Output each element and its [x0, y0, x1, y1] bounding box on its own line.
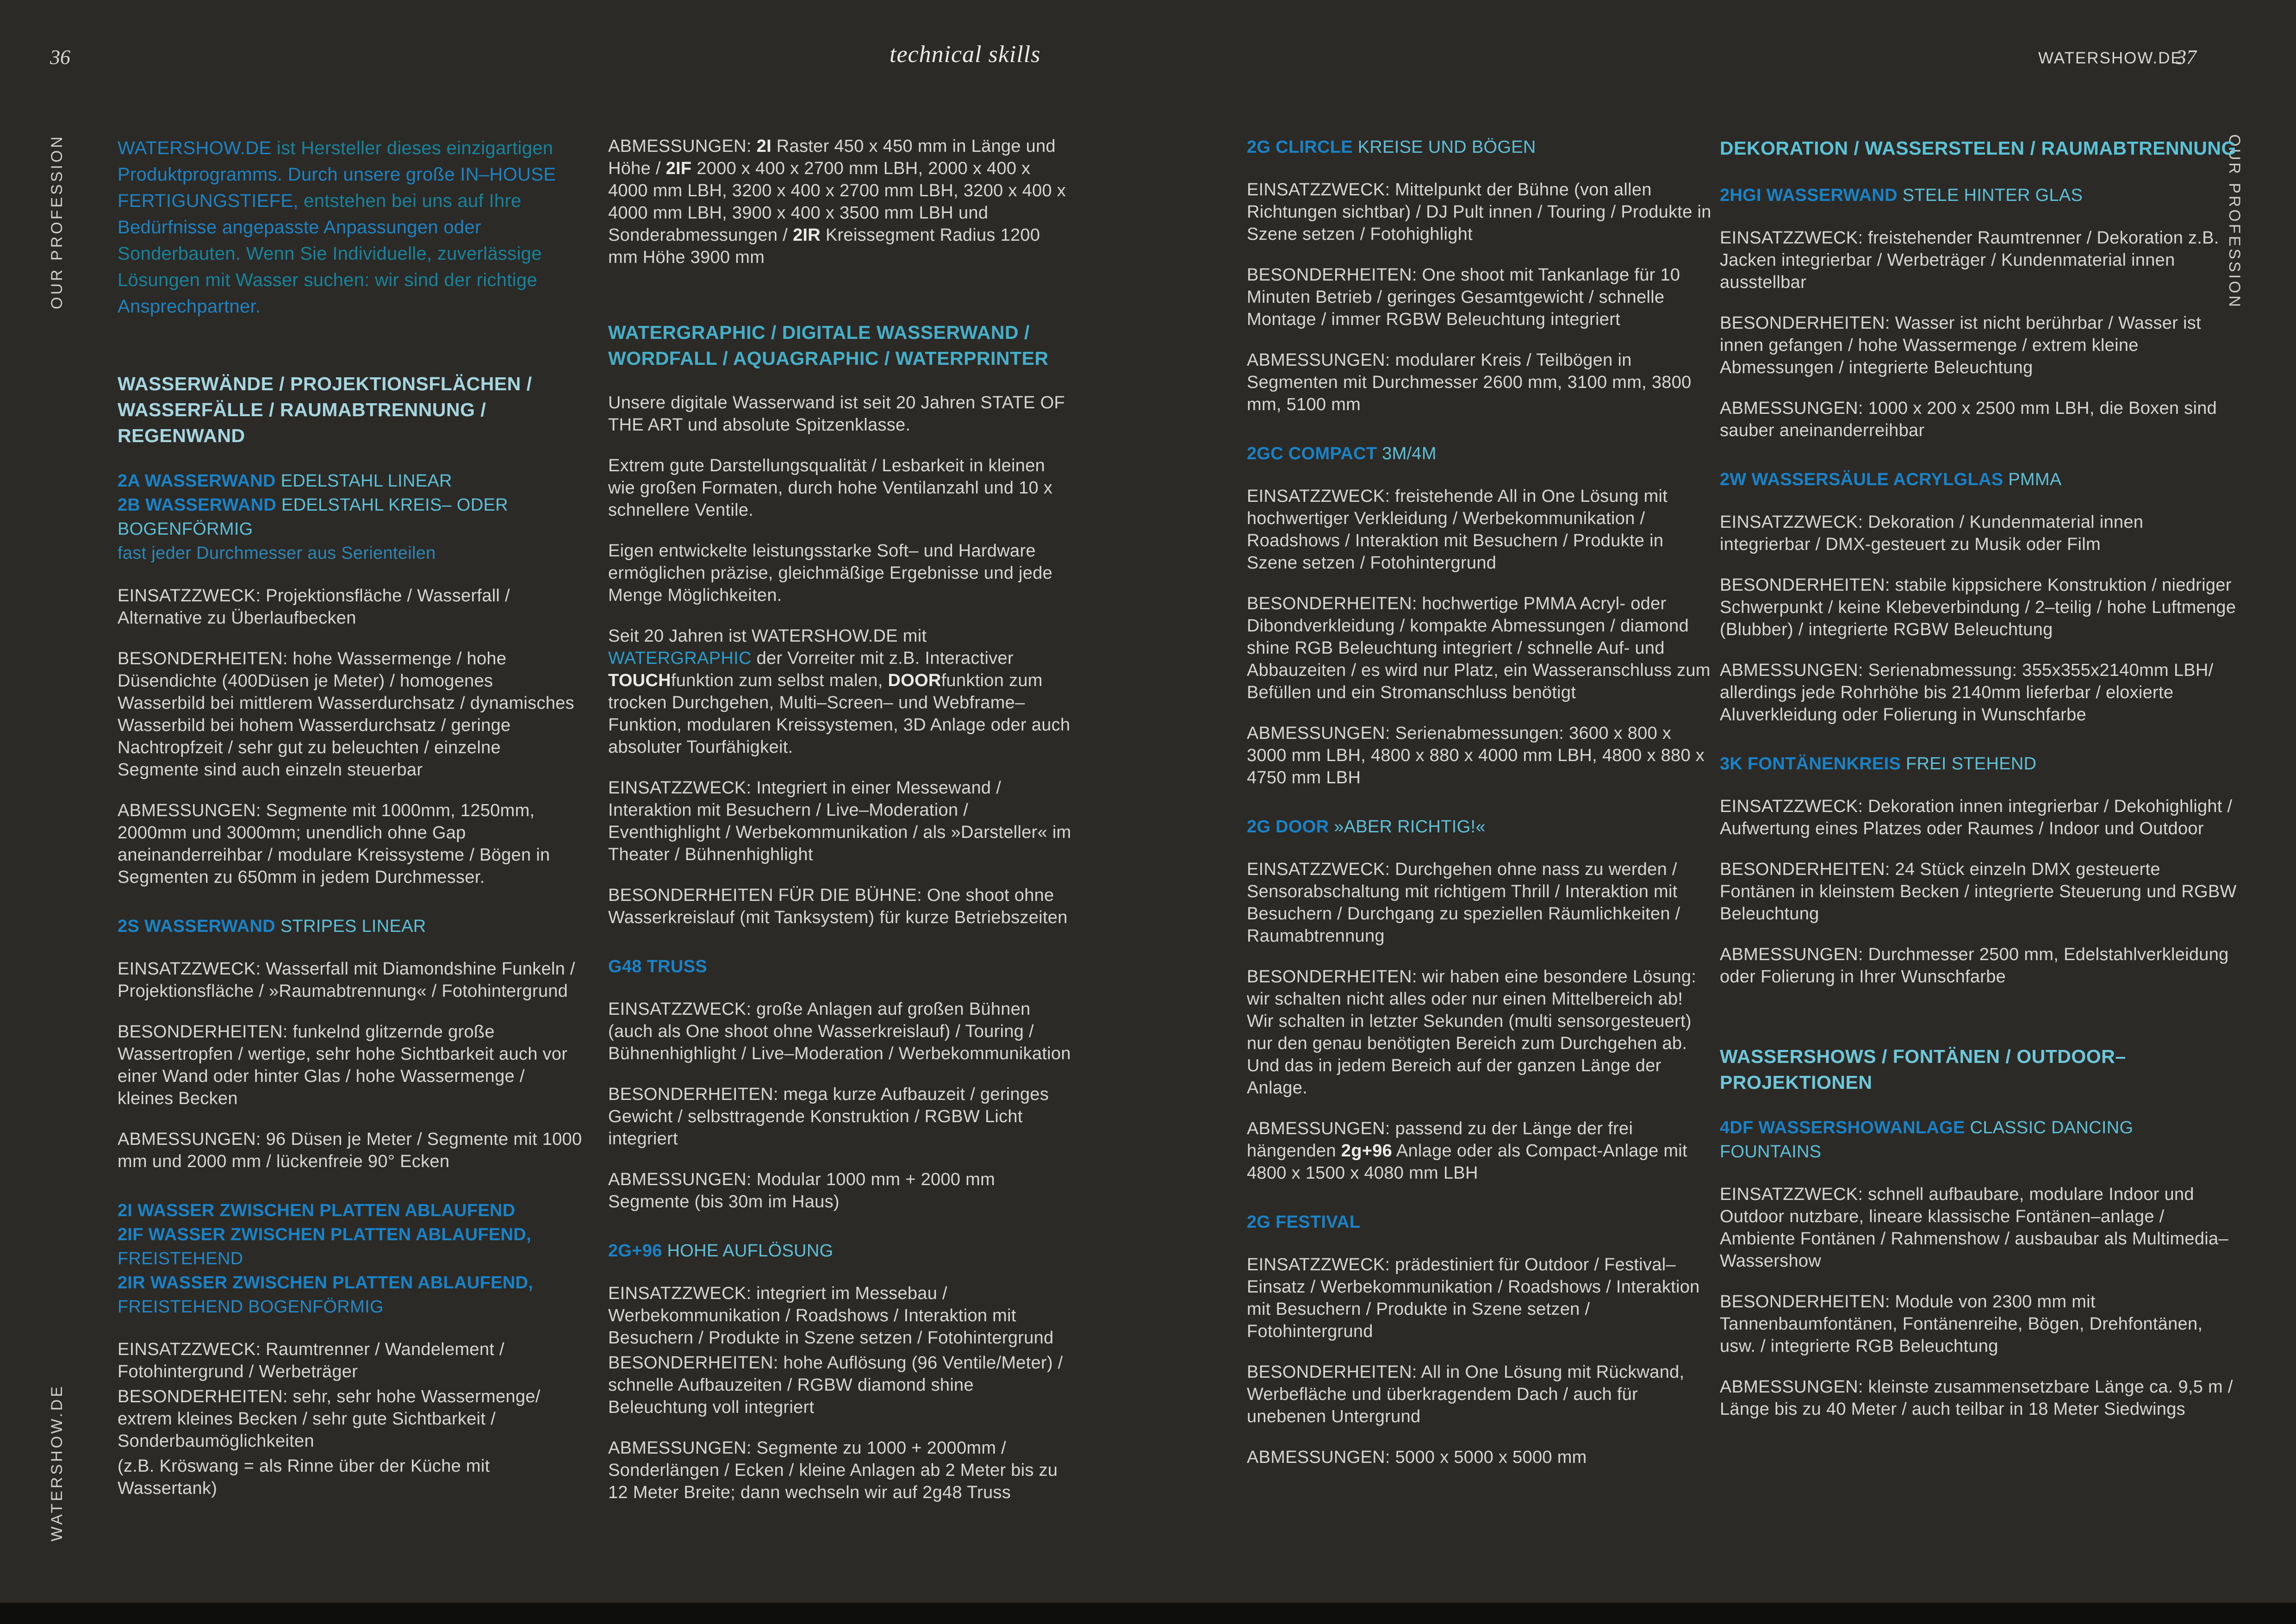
code-text: 2G CLIRCLE — [1247, 137, 1353, 157]
paragraph — [1247, 349, 1712, 416]
text: BESONDERHEITEN: wir haben eine besondere Lösung: wir schalten nicht alles oder nur einen Mittelbereich ab! Wir schalten in letzter Sekunden (multi sensorgesteuert) nur den genau benötigten Bereich zum Durchgehen ab. Und das in jedem Bereich auf der ganzen Länge der Anlage. — [1247, 967, 1697, 1098]
paragraph — [1247, 264, 1712, 331]
product-heading — [608, 1239, 1073, 1263]
code-text: 2HGI WASSERWAND — [1720, 186, 1898, 205]
product-heading-line — [1247, 815, 1712, 839]
text: EINSATZZWECK: Integriert in einer Messewand / Interaktion mit Besuchern / Live–Moderation / Eventhighlight / Werbekommunikation / als »Darsteller« im Theater / Bühnenhighlight — [608, 778, 1071, 864]
name-text: KREISE UND BÖGEN — [1352, 137, 1536, 157]
name-text: FREI STEHEND — [1901, 754, 2037, 774]
paragraph — [118, 1021, 583, 1110]
code-text: 2G DOOR — [1247, 817, 1329, 837]
product-heading-line — [118, 493, 583, 541]
paragraph — [608, 1282, 1073, 1349]
text: EINSATZZWECK: schnell aufbaubare, modulare Indoor und Outdoor nutzbare, lineare klassische Fontänen–anlage / Ambiente Fontänen / Rahmenshow / ausbaubar als Multimedia–Wassershow — [1720, 1185, 2228, 1271]
text: BESONDERHEITEN: funkelnd glitzernde große Wassertropfen / wertige, sehr hohe Sichtbarkeit auch vor einer Wand oder hinter Glas / hohe Wassermenge / kleines Becken — [118, 1022, 568, 1108]
name-text: EDELSTAHL LINEAR — [275, 471, 452, 491]
code-text: 2IF WASSER ZWISCHEN PLATTEN ABLAUFEND, — [118, 1225, 531, 1244]
text: BESONDERHEITEN: Module von 2300 mm mit Tannenbaumfontänen, Fontänenreihe, Bögen, Drehfontänen, usw. / integrierte RGB Beleuchtung — [1720, 1292, 2203, 1356]
text: EINSATZZWECK: Dekoration / Kundenmaterial innen integrierbar / DMX-gesteuert zu Musik oder Film — [1720, 512, 2144, 554]
text: ABMESSUNGEN: passend zu der Länge der frei hängenden — [1247, 1119, 1633, 1161]
paragraph — [1720, 397, 2238, 442]
text: BESONDERHEITEN: All in One Lösung mit Rückwand, Werbefläche und überkragendem Dach / auch für unebenen Untergrund — [1247, 1362, 1685, 1426]
product-heading-line — [118, 1271, 583, 1295]
note-text: fast jeder Durchmesser aus Serienteilen — [118, 543, 436, 563]
sidebar-label-our-profession-right: OUR PROFESSION — [2226, 134, 2243, 309]
paragraph — [608, 540, 1073, 606]
product-heading-line — [118, 1295, 583, 1319]
paragraph — [1720, 943, 2238, 988]
column-wasserwaende — [118, 135, 583, 1518]
text: ABMESSUNGEN: — [608, 137, 757, 156]
code-text: G48 TRUSS — [608, 957, 707, 976]
paragraph — [1720, 574, 2238, 641]
paragraph — [608, 455, 1073, 521]
paragraph — [1720, 511, 2238, 556]
b-text: 2IR — [792, 225, 821, 245]
text: Seit 20 Jahren ist WATERSHOW.DE mit — [608, 626, 927, 646]
code-text: 2W WASSERSÄULE ACRYLGLAS — [1720, 470, 2004, 489]
product-heading-line — [118, 469, 583, 493]
product-heading-line — [118, 1247, 583, 1271]
intro-paragraph — [118, 135, 583, 320]
light-text: FREISTEHEND BOGENFÖRMIG — [118, 1297, 384, 1317]
iteal-text: entstehen bei uns auf Ihre — [298, 191, 522, 211]
light-text: FREISTEHEND — [118, 1249, 243, 1268]
paragraph — [608, 777, 1073, 866]
name-text: STELE HINTER GLAS — [1897, 186, 2083, 205]
page-number-left: 36 — [50, 46, 70, 69]
paragraph — [118, 1128, 583, 1173]
brand-watermark: WATERSHOW.DE — [2038, 49, 2183, 67]
product-heading — [1247, 815, 1712, 839]
paragraph — [118, 1386, 583, 1452]
name-text: STRIPES LINEAR — [275, 917, 426, 936]
iblue-text: WATERSHOW.DE — [118, 138, 272, 158]
paragraph — [608, 625, 1073, 758]
b-text: 2IF — [666, 159, 692, 178]
section-heading: WASSERSHOWS / FONTÄNEN / OUTDOOR–PROJEKTIONEN — [1720, 1046, 2126, 1093]
code-text: 2A WASSERWAND — [118, 471, 276, 491]
text: EINSATZZWECK: Dekoration innen integrierbar / Dekohighlight / Aufwertung eines Platzes oder Raumes / Indoor und Outdoor — [1720, 797, 2233, 838]
text: EINSATZZWECK: freistehende All in One Lösung mit hochwertiger Verkleidung / Werbekommunikation / Roadshows / Interaktion mit Besuchern / Produkte in Szene setzen / Fotohintergrund — [1247, 487, 1668, 573]
product-heading — [1720, 183, 2238, 207]
name-text: PMMA — [2003, 470, 2062, 489]
text: Extrem gute Darstellungsqualität / Lesbarkeit in kleinen wie großen Formaten, durch hohe Ventilanzahl und 10 x schnellere Ventile. — [608, 456, 1053, 520]
paragraph — [1720, 795, 2238, 840]
product-heading — [1720, 468, 2238, 492]
product-heading — [1247, 442, 1712, 466]
section-heading: WASSERWÄNDE / PROJEKTIONSFLÄCHEN / WASSERFÄLLE / RAUMABTRENNUNG / REGENWAND — [118, 373, 532, 446]
text: 2000 x 400 x 2700 mm LBH, 2000 x 400 x 4000 mm LBH, 3200 x 400 x 2700 mm LBH, 3200 x 400 x 4000 mm LBH, 3900 x 400 x 3500 mm LBH und Sonderabmessungen / — [608, 159, 1066, 245]
page-number-right: 37 — [2176, 46, 2196, 69]
product-heading — [1720, 1116, 2238, 1164]
name-text: HOHE AUFLÖSUNG — [662, 1241, 834, 1261]
product-heading-line — [1247, 442, 1712, 466]
text: ABMESSUNGEN: kleinste zusammensetzbare Länge ca. 9,5 m / Länge bis zu 40 Meter / auch teilbar in 18 Meter Siedwings — [1720, 1377, 2233, 1419]
text: (z.B. Kröswang = als Rinne über der Küche mit Wassertank) — [118, 1456, 490, 1498]
paragraph — [1247, 1446, 1712, 1468]
text: ABMESSUNGEN: 5000 x 5000 x 5000 mm — [1247, 1448, 1587, 1467]
text: BESONDERHEITEN FÜR DIE BÜHNE: One shoot ohne Wasserkreislauf (mit Tanksystem) für kurze Betriebszeiten — [608, 886, 1068, 927]
paragraph — [1720, 659, 2238, 726]
product-heading — [608, 955, 1073, 979]
sidebar-label-our-profession-left: OUR PROFESSION — [48, 134, 66, 309]
paragraph — [1247, 485, 1712, 574]
product-heading — [118, 1199, 583, 1319]
product-heading — [1720, 752, 2238, 776]
text: Kreissegment Radius 1200 mm Höhe 3900 mm — [608, 225, 1040, 267]
text: Anlage oder als Compact-Anlage mit 4800 x 1500 x 4080 mm LBH — [1247, 1141, 1687, 1183]
paragraph — [1247, 179, 1712, 245]
column-dekoration — [1720, 135, 2238, 1439]
product-heading — [118, 469, 583, 565]
paragraph — [608, 1352, 1073, 1418]
product-heading-line — [608, 955, 1073, 979]
iblue-text: Produktprogramms. Durch unsere große IN–HOUSE FERTIGUNGSTIEFE, — [118, 164, 556, 211]
section-heading: WATERGRAPHIC / DIGITALE WASSERWAND / WORDFALL / AQUAGRAPHIC / WATERPRINTER — [608, 322, 1049, 369]
paragraph — [1247, 966, 1712, 1099]
text: EINSATZZWECK: Wasserfall mit Diamondshine Funkeln / Projektionsfläche / »Raumabtrennung« / Fotohintergrund — [118, 959, 575, 1001]
text: BESONDERHEITEN: mega kurze Aufbauzeit / geringes Gewicht / selbsttragende Konstruktion / RGBW Licht integriert — [608, 1085, 1049, 1149]
product-heading — [1247, 1210, 1712, 1234]
text: BESONDERHEITEN: One shoot mit Tankanlage für 10 Minuten Betrieb / geringes Gesamtgewicht / schnelle Montage / immer RGBW Beleuchtung integriert — [1247, 265, 1680, 329]
text: EINSATZZWECK: Raumtrenner / Wandelement / Fotohintergrund / Werbeträger — [118, 1340, 504, 1381]
text: ABMESSUNGEN: Segmente zu 1000 + 2000mm / Sonderlängen / Ecken / kleine Anlagen ab 2 Meter bis zu 12 Meter Breite; dann wechseln wir auf 2g48 Truss — [608, 1438, 1058, 1502]
code-text: 2B WASSERWAND — [118, 495, 277, 515]
paragraph — [118, 800, 583, 888]
name-text: 3M/4M — [1377, 444, 1437, 463]
iblue-text: Ansprechpartner. — [118, 296, 261, 317]
text: funktion zum selbst malen, — [671, 671, 888, 690]
product-heading-line — [118, 914, 583, 938]
page-title: technical skills — [890, 41, 1041, 68]
paragraph — [608, 135, 1073, 269]
text: der Vorreiter mit z.B. Interactiver — [751, 649, 1014, 668]
code-text: 2IR WASSER ZWISCHEN PLATTEN ABLAUFEND, — [118, 1273, 534, 1293]
section-heading: DEKORATION / WASSERSTELEN / RAUMABTRENNUNG — [1720, 137, 2236, 159]
column-watergraphic — [608, 135, 1073, 1522]
product-heading-line — [118, 1223, 583, 1247]
text: ABMESSUNGEN: Durchmesser 2500 mm, Edelstahlverkleidung oder Folierung in Ihrer Wunschfarbe — [1720, 945, 2229, 987]
code-text: 2I WASSER ZWISCHEN PLATTEN ABLAUFEND — [118, 1201, 516, 1220]
code-text: 2G+96 — [608, 1241, 662, 1261]
paragraph — [1247, 1361, 1712, 1428]
text: ABMESSUNGEN: 96 Düsen je Meter / Segmente mit 1000 mm und 2000 mm / lückenfreie 90° Ecken — [118, 1130, 582, 1171]
product-heading-line — [118, 1199, 583, 1223]
paragraph — [608, 998, 1073, 1065]
product-heading-line — [608, 1239, 1073, 1263]
text: ABMESSUNGEN: Modular 1000 mm + 2000 mm Segmente (bis 30m im Haus) — [608, 1170, 996, 1212]
column-circle-products — [1247, 135, 1712, 1487]
paragraph — [1247, 1254, 1712, 1343]
iblue-text: Bedürfnisse angepasste Anpassungen oder — [118, 217, 481, 237]
text: Unsere digitale Wasserwand ist seit 20 Jahren STATE OF THE ART und absolute Spitzenklasse. — [608, 393, 1065, 435]
text: ABMESSUNGEN: 1000 x 200 x 2500 mm LBH, die Boxen sind sauber aneinanderreihbar — [1720, 399, 2217, 440]
paragraph — [608, 392, 1073, 436]
product-heading-line — [1720, 183, 2238, 207]
b-text: 2g+96 — [1341, 1141, 1393, 1161]
paragraph — [118, 585, 583, 629]
product-heading-line — [1247, 1210, 1712, 1234]
text: BESONDERHEITEN: 24 Stück einzeln DMX gesteuerte Fontänen in kleinstem Becken / integrierte Steuerung und RGBW Beleuchtung — [1720, 860, 2237, 924]
text: BESONDERHEITEN: hohe Wassermenge / hohe Düsendichte (400Düsen je Meter) / homogenes Wasserbild bei mittlerem Wasserdurchsatz / dynamisches Wasserbild bei hohem Wasserdurchsatz / geringe Nachtropfzeit / sehr gut zu beleuchten / einzelne Segmente sind auch einzeln steuerbar — [118, 649, 574, 780]
code-text: 3K FONTÄNENKREIS — [1720, 754, 1901, 774]
paragraph — [118, 1338, 583, 1383]
paragraph — [1720, 227, 2238, 294]
b-text: DOOR — [888, 671, 941, 690]
text: BESONDERHEITEN: Wasser ist nicht berührbar / Wasser ist innen gefangen / hohe Wassermenge / extrem kleine Abmessungen / integrierte Beleuchtung — [1720, 313, 2201, 377]
paragraph — [1720, 1376, 2238, 1420]
paragraph — [118, 1455, 583, 1499]
paragraph — [608, 1083, 1073, 1150]
text: ABMESSUNGEN: Serienabmessungen: 3600 x 800 x 3000 mm LBH, 4800 x 880 x 4000 mm LBH, 4800 x 880 x 4750 mm LBH — [1247, 724, 1705, 787]
paragraph — [118, 648, 583, 781]
product-heading — [1247, 135, 1712, 159]
name-text: EDELSTAHL KREIS– ODER BOGENFÖRMIG — [118, 495, 508, 539]
product-heading-line — [1720, 1116, 2238, 1164]
accent-text: WATERGRAPHIC — [608, 649, 752, 668]
name-text: »ABER RICHTIG!« — [1329, 817, 1486, 837]
b-text: TOUCH — [608, 671, 671, 690]
code-text: 2GC COMPACT — [1247, 444, 1377, 463]
text: BESONDERHEITEN: stabile kippsichere Konstruktion / niedriger Schwerpunkt / keine Klebeverbindung / 2–teilig / hohe Luftmenge (Blubber) / integrierte RGBW Beleuchtung — [1720, 575, 2236, 639]
text: EINSATZZWECK: integriert im Messebau / Werbekommunikation / Roadshows / Interaktion mit Besuchern / Produkte in Szene setzen / Fotohintergrund — [608, 1284, 1054, 1348]
paragraph — [1720, 1183, 2238, 1272]
paragraph — [608, 884, 1073, 929]
paragraph — [1720, 858, 2238, 925]
b-text: 2I — [756, 137, 772, 156]
product-heading-line — [1720, 468, 2238, 492]
name-text: CLASSIC DANCING FOUNTAINS — [1720, 1118, 2134, 1162]
text: BESONDERHEITEN: hohe Auflösung (96 Ventile/Meter) / schnelle Aufbauzeiten / RGBW diamond shine Beleuchtung voll integriert — [608, 1353, 1063, 1417]
paragraph — [1720, 1291, 2238, 1357]
text: funktion zum trocken Durchgehen, Multi–Screen– und Webframe–Funktion, modularen Kreissystemen, 3D Anlage oder auch absoluter Tourfähigkeit. — [608, 671, 1070, 757]
text: ABMESSUNGEN: Segmente mit 1000mm, 1250mm, 2000mm und 3000mm; unendlich ohne Gap aneinanderreihbar / modulare Kreissysteme / Bögen in Segmenten zu 650mm in jedem Durchmesser. — [118, 801, 550, 887]
footer-bar — [0, 1603, 2296, 1624]
code-text: 2G FESTIVAL — [1247, 1212, 1361, 1232]
text: EINSATZZWECK: Durchgehen ohne nass zu werden / Sensorabschaltung mit richtigem Thrill / Interaktion mit Besuchern / Durchgang zu speziellen Räumlichkeiten / Raumabtrennung — [1247, 860, 1680, 946]
paragraph — [1720, 312, 2238, 379]
paragraph — [608, 1437, 1073, 1504]
iteal-text: Sonderbauten. Wenn Sie Individuelle, zuverlässige Lösungen mit Wasser suchen: wir sind der richtige — [118, 244, 542, 290]
product-heading-line — [1720, 752, 2238, 776]
paragraph — [1247, 722, 1712, 789]
paragraph — [1247, 1118, 1712, 1184]
text: EINSATZZWECK: Mittelpunkt der Bühne (von allen Richtungen sichtbar) / DJ Pult innen / Touring / Produkte in Szene setzen / Fotohighlight — [1247, 180, 1711, 244]
iteal-text: ist Hersteller dieses einzigartigen — [271, 138, 554, 158]
text: EINSATZZWECK: Projektionsfläche / Wasserfall / Alternative zu Überlaufbecken — [118, 586, 510, 628]
text: EINSATZZWECK: freistehender Raumtrenner / Dekoration z.B. Jacken integrierbar / Werbeträger / Kundenmaterial innen ausstellbar — [1720, 228, 2219, 292]
text: EINSATZZWECK: prädestiniert für Outdoor / Festival–Einsatz / Werbekommunikation / Roadshows / Interaktion mit Besuchern / Produkte in Szene setzen / Fotohintergrund — [1247, 1255, 1700, 1341]
text: ABMESSUNGEN: Serienabmessung: 355x355x2140mm LBH/ allerdings jede Rohrhöhe bis 2140mm lieferbar / eloxierte Aluverkleidung oder Folierung in Wunschfarbe — [1720, 661, 2214, 725]
code-text: 2S WASSERWAND — [118, 917, 276, 936]
sidebar-label-watershow-left: WATERSHOW.DE — [48, 1384, 66, 1542]
code-text: 4DF WASSERSHOWANLAGE — [1720, 1118, 1965, 1137]
paragraph — [1247, 858, 1712, 947]
product-heading-line — [1247, 135, 1712, 159]
text: Eigen entwickelte leistungsstarke Soft– und Hardware ermöglichen präzise, gleichmäßige Ergebnisse und jede Menge Möglichkeiten. — [608, 541, 1053, 605]
paragraph — [1247, 593, 1712, 704]
product-heading-line — [118, 541, 583, 565]
paragraph — [118, 958, 583, 1002]
text: EINSATZZWECK: große Anlagen auf großen Bühnen (auch als One shoot ohne Wasserkreislauf) / Touring / Bühnenhighlight / Live–Moderation / Werbekommunikation — [608, 999, 1071, 1063]
text: BESONDERHEITEN: hochwertige PMMA Acryl- oder Dibondverkleidung / kompakte Abmessungen / diamond shine RGB Beleuchtung integriert / schnelle Auf- und Abbauzeiten / es wird nur Platz, ein Wasseranschluss zum Befüllen und ein Stromanschluss benötigt — [1247, 594, 1711, 702]
text: ABMESSUNGEN: modularer Kreis / Teilbögen in Segmenten mit Durchmesser 2600 mm, 3100 mm, 3800 mm, 5100 mm — [1247, 350, 1692, 414]
paragraph — [608, 1168, 1073, 1213]
text: BESONDERHEITEN: sehr, sehr hohe Wassermenge/ extrem kleines Becken / sehr gute Sichtbarkeit / Sonderbaumöglichkeiten — [118, 1387, 541, 1451]
product-heading — [118, 914, 583, 938]
text: Raster 450 x 450 mm in Länge und Höhe / — [608, 137, 1056, 178]
